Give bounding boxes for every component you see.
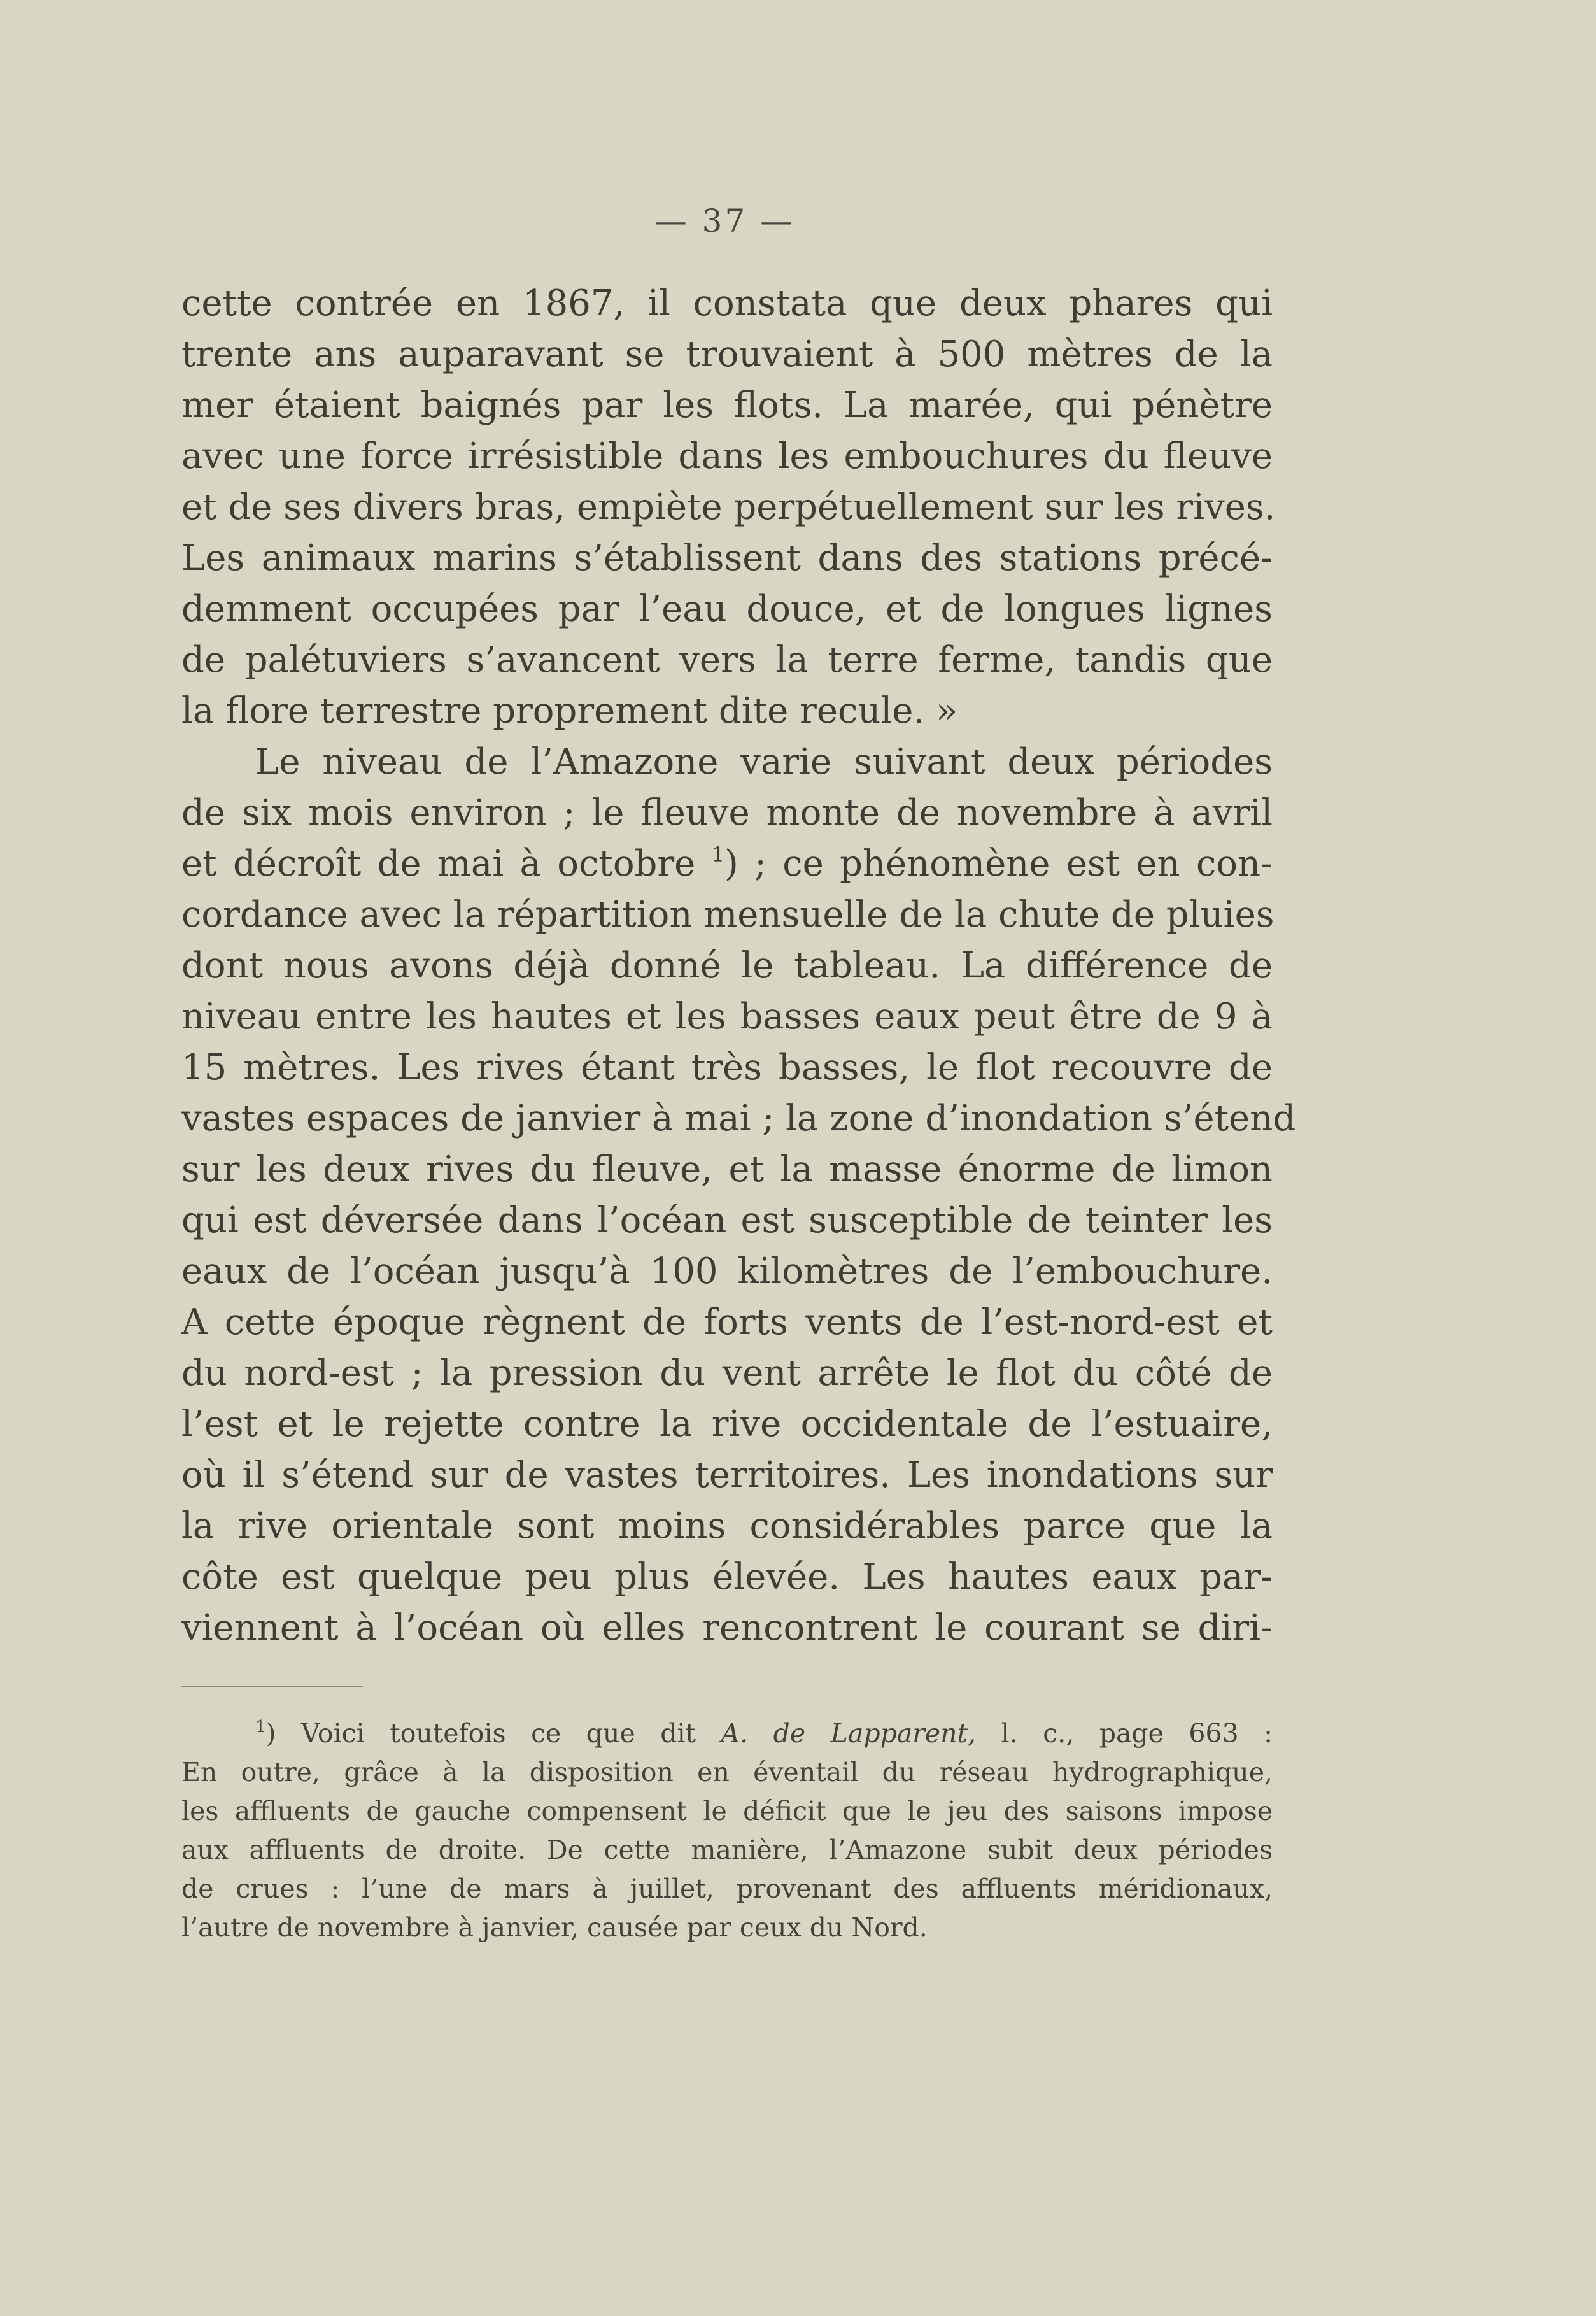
text-line: dont nous avons déjà donné le tableau. La différence de	[181, 945, 1273, 986]
text-line: l’est et le rejette contre la rive occidentale de l’estuaire,	[181, 1403, 1273, 1445]
text-line: Le niveau de l’Amazone varie suivant deux périodes	[255, 741, 1273, 783]
footnote-divider	[181, 1686, 363, 1687]
text-line: avec une force irrésistible dans les embouchures du fleuve	[181, 436, 1273, 477]
footnote-intro: Voici toutefois ce que dit	[276, 1718, 721, 1749]
text-line: cette contrée en 1867, il constata que deux phares qui	[181, 283, 1273, 324]
text-line: de palétuviers s’avancent vers la terre ferme, tandis que	[181, 639, 1273, 681]
text-line: vastes espaces de janvier à mai ; la zone d’inondation s’étend	[181, 1098, 1296, 1139]
text-line: 15 mètres. Les rives étant très basses, le flot recouvre de	[181, 1047, 1273, 1088]
text-line: l’autre de novembre à janvier, causée par ceux du Nord.	[181, 1912, 928, 1943]
paragraph-1	[181, 278, 1276, 737]
text-line: cordance avec la répartition mensuelle de la chute de pluies	[181, 894, 1275, 935]
text-line: mer étaient baignés par les flots. La marée, qui pénètre	[181, 385, 1273, 426]
text-segment: et décroît de mai à octobre	[181, 843, 712, 884]
text-line: demment occupées par l’eau douce, et de longues lignes	[181, 588, 1273, 630]
text-line: qui est déversée dans l’océan est susceptible de teinter les	[181, 1200, 1273, 1241]
text-line: niveau entre les hautes et les basses eaux peut être de 9 à	[181, 996, 1273, 1037]
text-line: aux affluents de droite. De cette manière, l’Amazone subit deux périodes	[181, 1835, 1273, 1865]
cited-author: A. de Lapparent,	[721, 1718, 977, 1749]
text-line: de crues : l’une de mars à juillet, provenant des affluents méridionaux,	[181, 1873, 1273, 1904]
text-line: où il s’étend sur de vastes territoires. Les inondations sur	[181, 1454, 1273, 1496]
main-text	[181, 278, 1296, 1654]
paragraph-2	[181, 737, 1296, 1654]
footnote-marker: 1	[255, 1717, 266, 1737]
footnote	[181, 1714, 1273, 1947]
text-line: viennent à l’océan où elles rencontrent le courant se diri-	[181, 1607, 1273, 1649]
text-line: côte est quelque peu plus élevée. Les hautes eaux par-	[181, 1556, 1273, 1598]
text-line	[181, 839, 1273, 890]
text-line: trente ans auparavant se trouvaient à 500 mètres de la	[181, 334, 1273, 375]
page-number: — 37 —	[654, 202, 795, 239]
text-line: En outre, grâce à la disposition en éventail du réseau hydrographique,	[181, 1757, 1273, 1787]
text-line: les affluents de gauche compensent le déficit que le jeu des saisons impose	[181, 1796, 1273, 1826]
text-line: A cette époque règnent de forts vents de l’est-nord-est et	[181, 1302, 1273, 1343]
text-segment: ) ; ce phénomène est en con-	[724, 843, 1273, 884]
footnote-marker-close: )	[265, 1718, 276, 1749]
text-line: la rive orientale sont moins considérables parce que la	[181, 1505, 1273, 1547]
footnote-reference[interactable]: 1	[711, 842, 724, 867]
text-line: sur les deux rives du fleuve, et la masse énorme de limon	[181, 1149, 1273, 1190]
footnote-reference-text: l. c., page 663 :	[976, 1718, 1273, 1749]
footnote-first-line	[181, 1714, 1273, 1753]
text-line: Les animaux marins s’établissent dans des stations précé-	[181, 537, 1273, 579]
text-line: du nord-est ; la pression du vent arrête le flot du côté de	[181, 1353, 1273, 1394]
text-line: eaux de l’océan jusqu’à 100 kilomètres de l’embouchure.	[181, 1251, 1273, 1292]
text-line: et de ses divers bras, empiète perpétuellement sur les rives.	[181, 487, 1276, 528]
text-line: la flore terrestre proprement dite recule. »	[181, 690, 958, 732]
text-line: de six mois environ ; le fleuve monte de novembre à avril	[181, 792, 1273, 834]
